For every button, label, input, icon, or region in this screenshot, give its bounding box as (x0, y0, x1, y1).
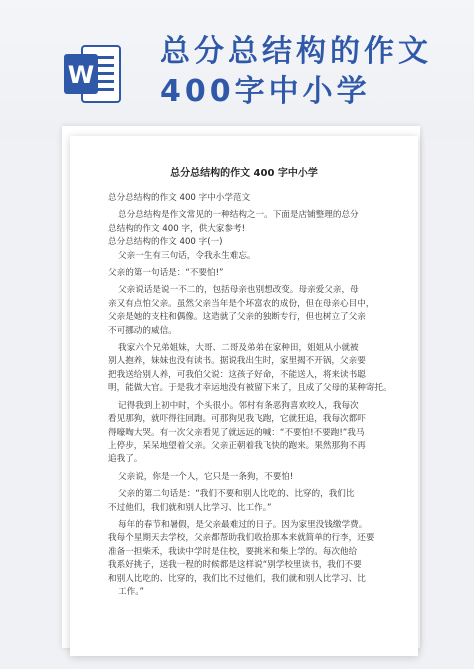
word-icon-letter: W (67, 61, 95, 89)
doc-line: 明，能做大官。于是我才幸运地没有被留下来了，且成了父母的某种寄托。 (108, 383, 392, 394)
document-page (70, 136, 418, 656)
doc-line: 父亲一生有三句话，令我永生难忘。 (118, 250, 256, 261)
doc-line: 我系好挑子，送我一程的时候都是这样说“别学校里读书，我们不要 (108, 560, 362, 571)
doc-line: 总结构的作文 400 字，供大家参考! (108, 223, 246, 234)
doc-line: 父亲的第一句话是：“不要怕!” (108, 268, 224, 279)
doc-line: 追我了。 (108, 454, 143, 465)
document-body (108, 192, 398, 599)
doc-line: 亲又有点怕父亲。虽然父亲当年是个坏富农的成份，但在母亲心目中， (108, 298, 375, 309)
doc-line: 我家六个兄弟姐妹，大哥、二哥及弟弟在家种田，姐姐从小就被 (118, 343, 359, 354)
doc-line: 每年的春节和暑假，是父亲最难过的日子。因为家里没钱缴学费。 (118, 519, 368, 530)
page-title-line-2: 400字中小学 (160, 74, 371, 109)
doc-line: 父亲是她的支柱和偶像。这造就了父亲的独断专行，但也树立了父亲 (108, 312, 366, 323)
doc-line: 和别人比吃的、比穿的，我们比不过他们，我们就和别人比学习、比 (108, 573, 366, 584)
doc-line: 准备一担柴禾，我读中学时是住校，要挑米和柴上学的。每次他给 (108, 546, 358, 557)
doc-line: 总分总结构的作文 400 字中小学范文 (108, 193, 251, 203)
doc-line: 不过他们，我们就和别人比学习、比工作。” (108, 502, 272, 513)
doc-line: 总分总结构是作文常见的一种结构之一。下面是店铺整理的总分 (118, 210, 359, 221)
doc-line: 把我送给别人养，可我伯父说：这孩子好命，不能送人，将来读书聪 (108, 369, 366, 380)
document-title: 总分总结构的作文 400 字中小学 (170, 168, 318, 179)
doc-line: 别人抱养，妹妹也没有读书。据说我出生时，家里揭不开锅，父亲要 (108, 356, 366, 367)
doc-line: 我每个星期天去学校，父亲都帮助我们收拾那本来就简单的行李，还要 (108, 533, 375, 544)
doc-line: 记得我到上初中时，个头很小。邻村有条恶狗喜欢咬人，我每次 (118, 400, 359, 411)
doc-line: 不可挪动的威信。 (108, 325, 177, 336)
page-title-line-1: 总分总结构的作文 (160, 34, 432, 69)
doc-line: 得嚎啕大哭。有一次父亲看见了就远远的喊：“不要怕!不要跑!”我马 (108, 427, 365, 438)
doc-line: 工作。” (118, 586, 144, 597)
word-document-icon (62, 40, 122, 108)
doc-line: 总分总结构的作文 400 字(一) (108, 237, 223, 248)
doc-line: 上停步，呆呆地望着父亲。父亲正朝着我飞快的跑来。果然那狗不再 (108, 440, 366, 451)
doc-line: 父亲的第二句话是：“我们不要和别人比吃的、比穿的，我们比 (118, 489, 355, 500)
doc-line: 看见那狗，就吓得往回跑。可那狗见我飞跑，它就狂追，我每次都吓 (108, 414, 366, 425)
doc-line: 父亲说话是说一不二的，包括母亲也别想改变。母亲爱父亲，母 (118, 285, 359, 296)
doc-line: 父亲说，你是一个人，它只是一条狗，不要怕! (118, 471, 294, 482)
